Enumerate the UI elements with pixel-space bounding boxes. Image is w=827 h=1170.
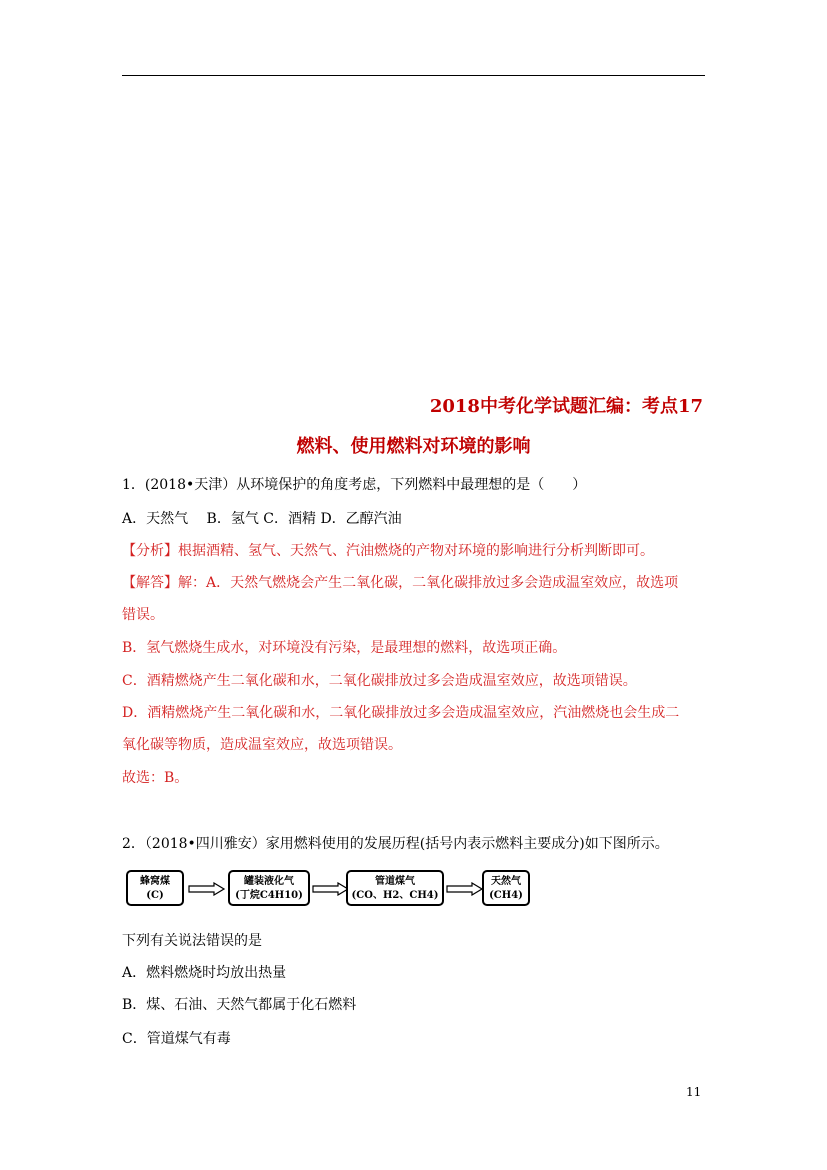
diagram-box-natural-gas (482, 870, 530, 906)
page-number: 11 (686, 1085, 702, 1099)
q1-answer-d-line1: D．酒精燃烧产生二氧化碳和水，二氧化碳排放过多会造成温室效应，汽油燃烧也会生成二 (122, 705, 680, 721)
diagram-box-label: 蜂窝煤 (140, 876, 170, 887)
q2-stem: 2．（2018•四川雅安）家用燃料使用的发展历程(括号内表示燃料主要成分)如下图所示。 (122, 836, 669, 852)
q1-stem: 1．(2018•天津）从环境保护的角度考虑，下列燃料中最理想的是（ ） (122, 477, 587, 493)
document-title: 2018中考化学试题汇编：考点17 (429, 396, 703, 417)
arrow-icon (446, 882, 484, 896)
q1-choice: 故选：B。 (122, 770, 189, 786)
document-subtitle: 燃料、使用燃料对环境的影响 (296, 436, 531, 457)
q1-answer-d-line2: 氧化碳等物质，造成温室效应，故选项错误。 (122, 737, 402, 753)
fuel-history-diagram (126, 870, 536, 912)
q2-option-c: C．管道煤气有毒 (122, 1031, 231, 1047)
q2-option-b: B．煤、石油、天然气都属于化石燃料 (122, 997, 357, 1013)
header-rule (122, 75, 705, 76)
q1-analysis: 【分析】根据酒精、氢气、天然气、汽油燃烧的产物对环境的影响进行分析判断即可。 (122, 543, 654, 559)
q2-option-a: A．燃料燃烧时均放出热量 (122, 965, 287, 981)
q1-options: A．天然气 B．氢气 C．酒精 D．乙醇汽油 (122, 511, 402, 527)
diagram-box-lpg (228, 870, 310, 906)
q2-prompt: 下列有关说法错误的是 (122, 933, 262, 949)
arrow-icon (312, 882, 350, 896)
q1-answer-line2: 错误。 (122, 607, 164, 623)
diagram-box-pipeline-gas (346, 870, 444, 906)
diagram-box-formula: (CO、H2、CH4) (351, 890, 439, 901)
diagram-box-label: 管道煤气 (375, 876, 415, 887)
diagram-box-label: 天然气 (491, 876, 521, 887)
diagram-box-label: 罐装液化气 (244, 876, 294, 887)
q1-answer-b: B．氢气燃烧生成水，对环境没有污染，是最理想的燃料，故选项正确。 (122, 640, 567, 656)
q1-answer-line1: 【解答】解：A．天然气燃烧会产生二氧化碳，二氧化碳排放过多会造成温室效应，故选项 (122, 575, 679, 591)
q1-answer-c: C．酒精燃烧产生二氧化碳和水，二氧化碳排放过多会造成温室效应，故选项错误。 (122, 673, 637, 689)
arrow-icon (188, 882, 226, 896)
diagram-box-formula: (CH4) (489, 890, 523, 901)
diagram-box-formula: (丁烷C4H10) (235, 890, 303, 901)
diagram-box-formula: (C) (146, 890, 164, 901)
diagram-box-honeycomb-coal (126, 870, 184, 906)
